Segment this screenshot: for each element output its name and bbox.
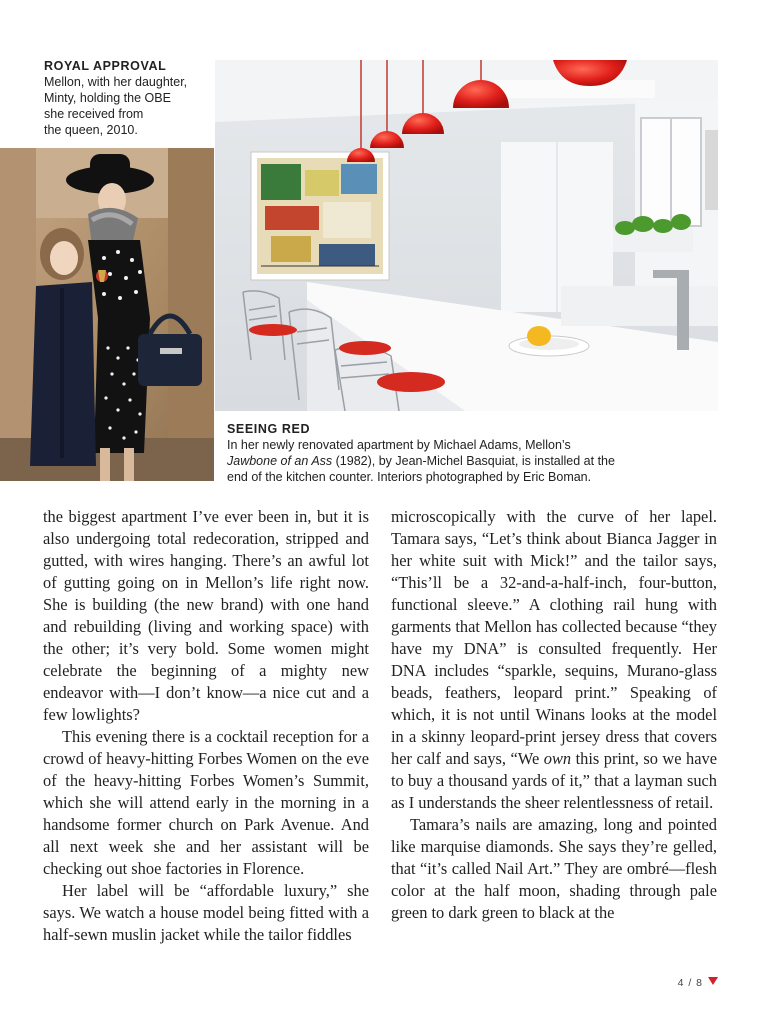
caption-heading: ROYAL APPROVAL xyxy=(44,59,167,73)
caption-royal-approval xyxy=(44,58,214,138)
emphasis-text: own xyxy=(543,749,572,768)
artwork-title: Jawbone of an Ass xyxy=(227,454,333,468)
caption-line: the queen, 2010. xyxy=(44,123,138,137)
caption-line xyxy=(227,453,707,469)
caption-line: Mellon, with her daughter, xyxy=(44,75,188,89)
caption-heading: SEEING RED xyxy=(227,422,311,436)
article-text: microscopically with the curve of her lapel. Tamara says, “Let’s think about Bianca Jagger in her white suit with Mick!” and the tailor says, “This’ll be a 32-and-a-half-inch, four-button, functional sleeve.” A clothing rail hung with garments that Mellon has collected because “they have my DNA” is consulted frequently. Her DNA includes “sparkle, sequins, Murano-glass beads, feathers, leopard print.” Speaking of which, it is not until Winans looks at the model in a skinny leopard-print jersey dress that covers her calf and says, “We xyxy=(391,507,717,768)
caption-text: (1982), by Jean-Michel Basquiat, is installed at the xyxy=(332,454,615,468)
kitchen-photo xyxy=(215,60,718,411)
caption-seeing-red xyxy=(227,421,707,485)
royal-approval-photo xyxy=(0,148,214,481)
next-page-triangle-icon[interactable] xyxy=(708,977,718,985)
caption-line: In her newly renovated apartment by Michael Adams, Mellon’s xyxy=(227,438,571,452)
caption-line: end of the kitchen counter. Interiors photographed by Eric Boman. xyxy=(227,470,592,484)
article-column-left xyxy=(43,506,369,946)
article-paragraph: This evening there is a cocktail reception for a crowd of heavy-hitting Forbes Women on the eve of the heavy-hitting Forbes Women’s Summit, which she will attend early in the morning in a handsome former church on Park Avenue. And all next week she and her assistant will be checking out shoe factories in Florence. xyxy=(43,727,369,878)
article-column-right xyxy=(391,506,717,924)
article-paragraph xyxy=(391,506,717,814)
page-number: 4 / 8 xyxy=(677,977,703,989)
article-paragraph: the biggest apartment I’ve ever been in, but it is also undergoing total redecoration, stripped and gutted, with wires hanging. There’s an awful lot of gutting going on in Mellon’s life right now. She is building (the new brand) with one hand and rebuilding (living and working space) with the other; it’s very bold. Some women might celebrate the beginning of a mighty new endeavor with—I don’t know—a nice cut and a few lowlights? xyxy=(43,507,369,724)
article-text: this print, so we have to buy a thousand yards of it,” that a layman such as I understands the sheer relentlessness of retail. xyxy=(391,749,717,812)
article-paragraph: Tamara’s nails are amazing, long and pointed like marquise diamonds. She says they’re gelled, that “it’s called Nail Art.” They are ombré—flesh color at the half moon, shading through pale green to dark green to black at the xyxy=(391,815,717,922)
article-paragraph: Her label will be “affordable luxury,” she says. We watch a house model being fitted with a half-sewn muslin jacket while the tailor fiddles xyxy=(43,881,369,944)
page-indicator xyxy=(678,977,718,989)
caption-line: Minty, holding the OBE xyxy=(44,91,171,105)
caption-line: she received from xyxy=(44,107,144,121)
